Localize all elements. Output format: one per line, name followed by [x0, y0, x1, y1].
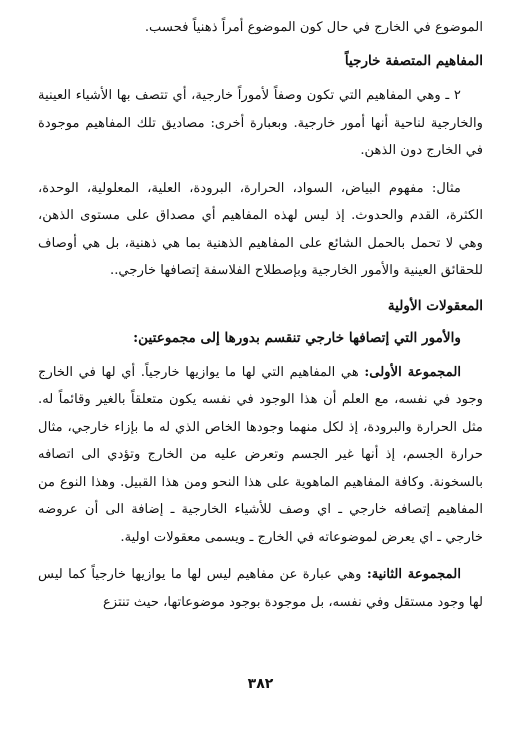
group-2-text: وهي عبارة عن مفاهيم ليس لها ما يوازيها خارجياً كما ليس لها وجود مستقل وفي نفسه، بل موجودة بوجود موضوعاتها، حيث تنتزع — [38, 567, 483, 610]
spacer — [38, 38, 483, 50]
spacer — [38, 349, 483, 359]
paragraph-group-2 — [38, 561, 483, 616]
continuation-line: الموضوع في الخارج في حال كون الموضوع أمراً ذهنياً فحسب. — [144, 20, 483, 35]
section-heading-primary-intelligibles: المعقولات الأولية — [387, 297, 483, 314]
spacer — [38, 317, 483, 327]
group-1-label: المجموعة الأولى: — [364, 364, 461, 380]
group-1-text: هي المفاهيم التي لها ما يوازيها خارجياً. أي لها في الخارج وجود في نفسه، مع العلم أن هذا الوجود في نفسه يكون متعلقاً بالغير وقائماً له. مثل الحرارة والبرودة، إذ لكل منهما وجودها الخاص الذي له ما بإزاء خارجي، مثال حرارة الجسم، إذ أنها غير الجسم وتعرض عليه من الخارج وتؤدي الى اتصافه بالسخونة. وكافة المفاهيم الماهوية على هذا النحو ومن هذا القبيل. وهذا النوع من المفاهيم إتصافه خارجي ـ اي وصف للأشياء الخارجية ـ إضافة الى أن عروضه خارجي ـ اي يعرض لموضوعاته في الخارج ـ ويسمى معقولات اولية. — [38, 364, 483, 545]
group-2-label: المجموعة الثانية: — [366, 567, 461, 582]
spacer — [38, 165, 483, 175]
spacer — [38, 72, 483, 82]
page-number: ٣٨٢ — [247, 676, 274, 692]
spacer — [38, 285, 483, 295]
spacer — [38, 551, 483, 561]
paragraph-group-1 — [38, 359, 483, 552]
intro-line-two-groups: والأمور التي إتصافها خارجي تنقسم بدورها إلى مجموعتين: — [133, 329, 461, 346]
section-heading-external: المفاهيم المتصفة خارجياً — [344, 53, 483, 69]
paragraph-point-2: ٢ ـ وهي المفاهيم التي تكون وصفاً لأموراً خارجية، أي تتصف بها الأشياء العينية والخارجية لناحية أنها أمور خارجية. وبعبارة أخرى: مصاديق تلك المفاهيم موجودة في الخارج دون الذهن. — [38, 88, 483, 158]
paragraph-example: مثال: مفهوم البياض، السواد، الحرارة، البرودة، العلية، المعلولية، الوحدة، الكثرة، القدم والحدوث. إذ ليس لهذه المفاهيم أي مصداق على مستوى الذهن، وهي لا تحمل بالحمل الشائع على المفاهيم الذهنية بما هي ذهنية، بل هي أوصاف للحقائق العينية والأمور الخارجية وبإصطلاح الفلاسفة إتصافها خارجي.. — [38, 180, 483, 278]
